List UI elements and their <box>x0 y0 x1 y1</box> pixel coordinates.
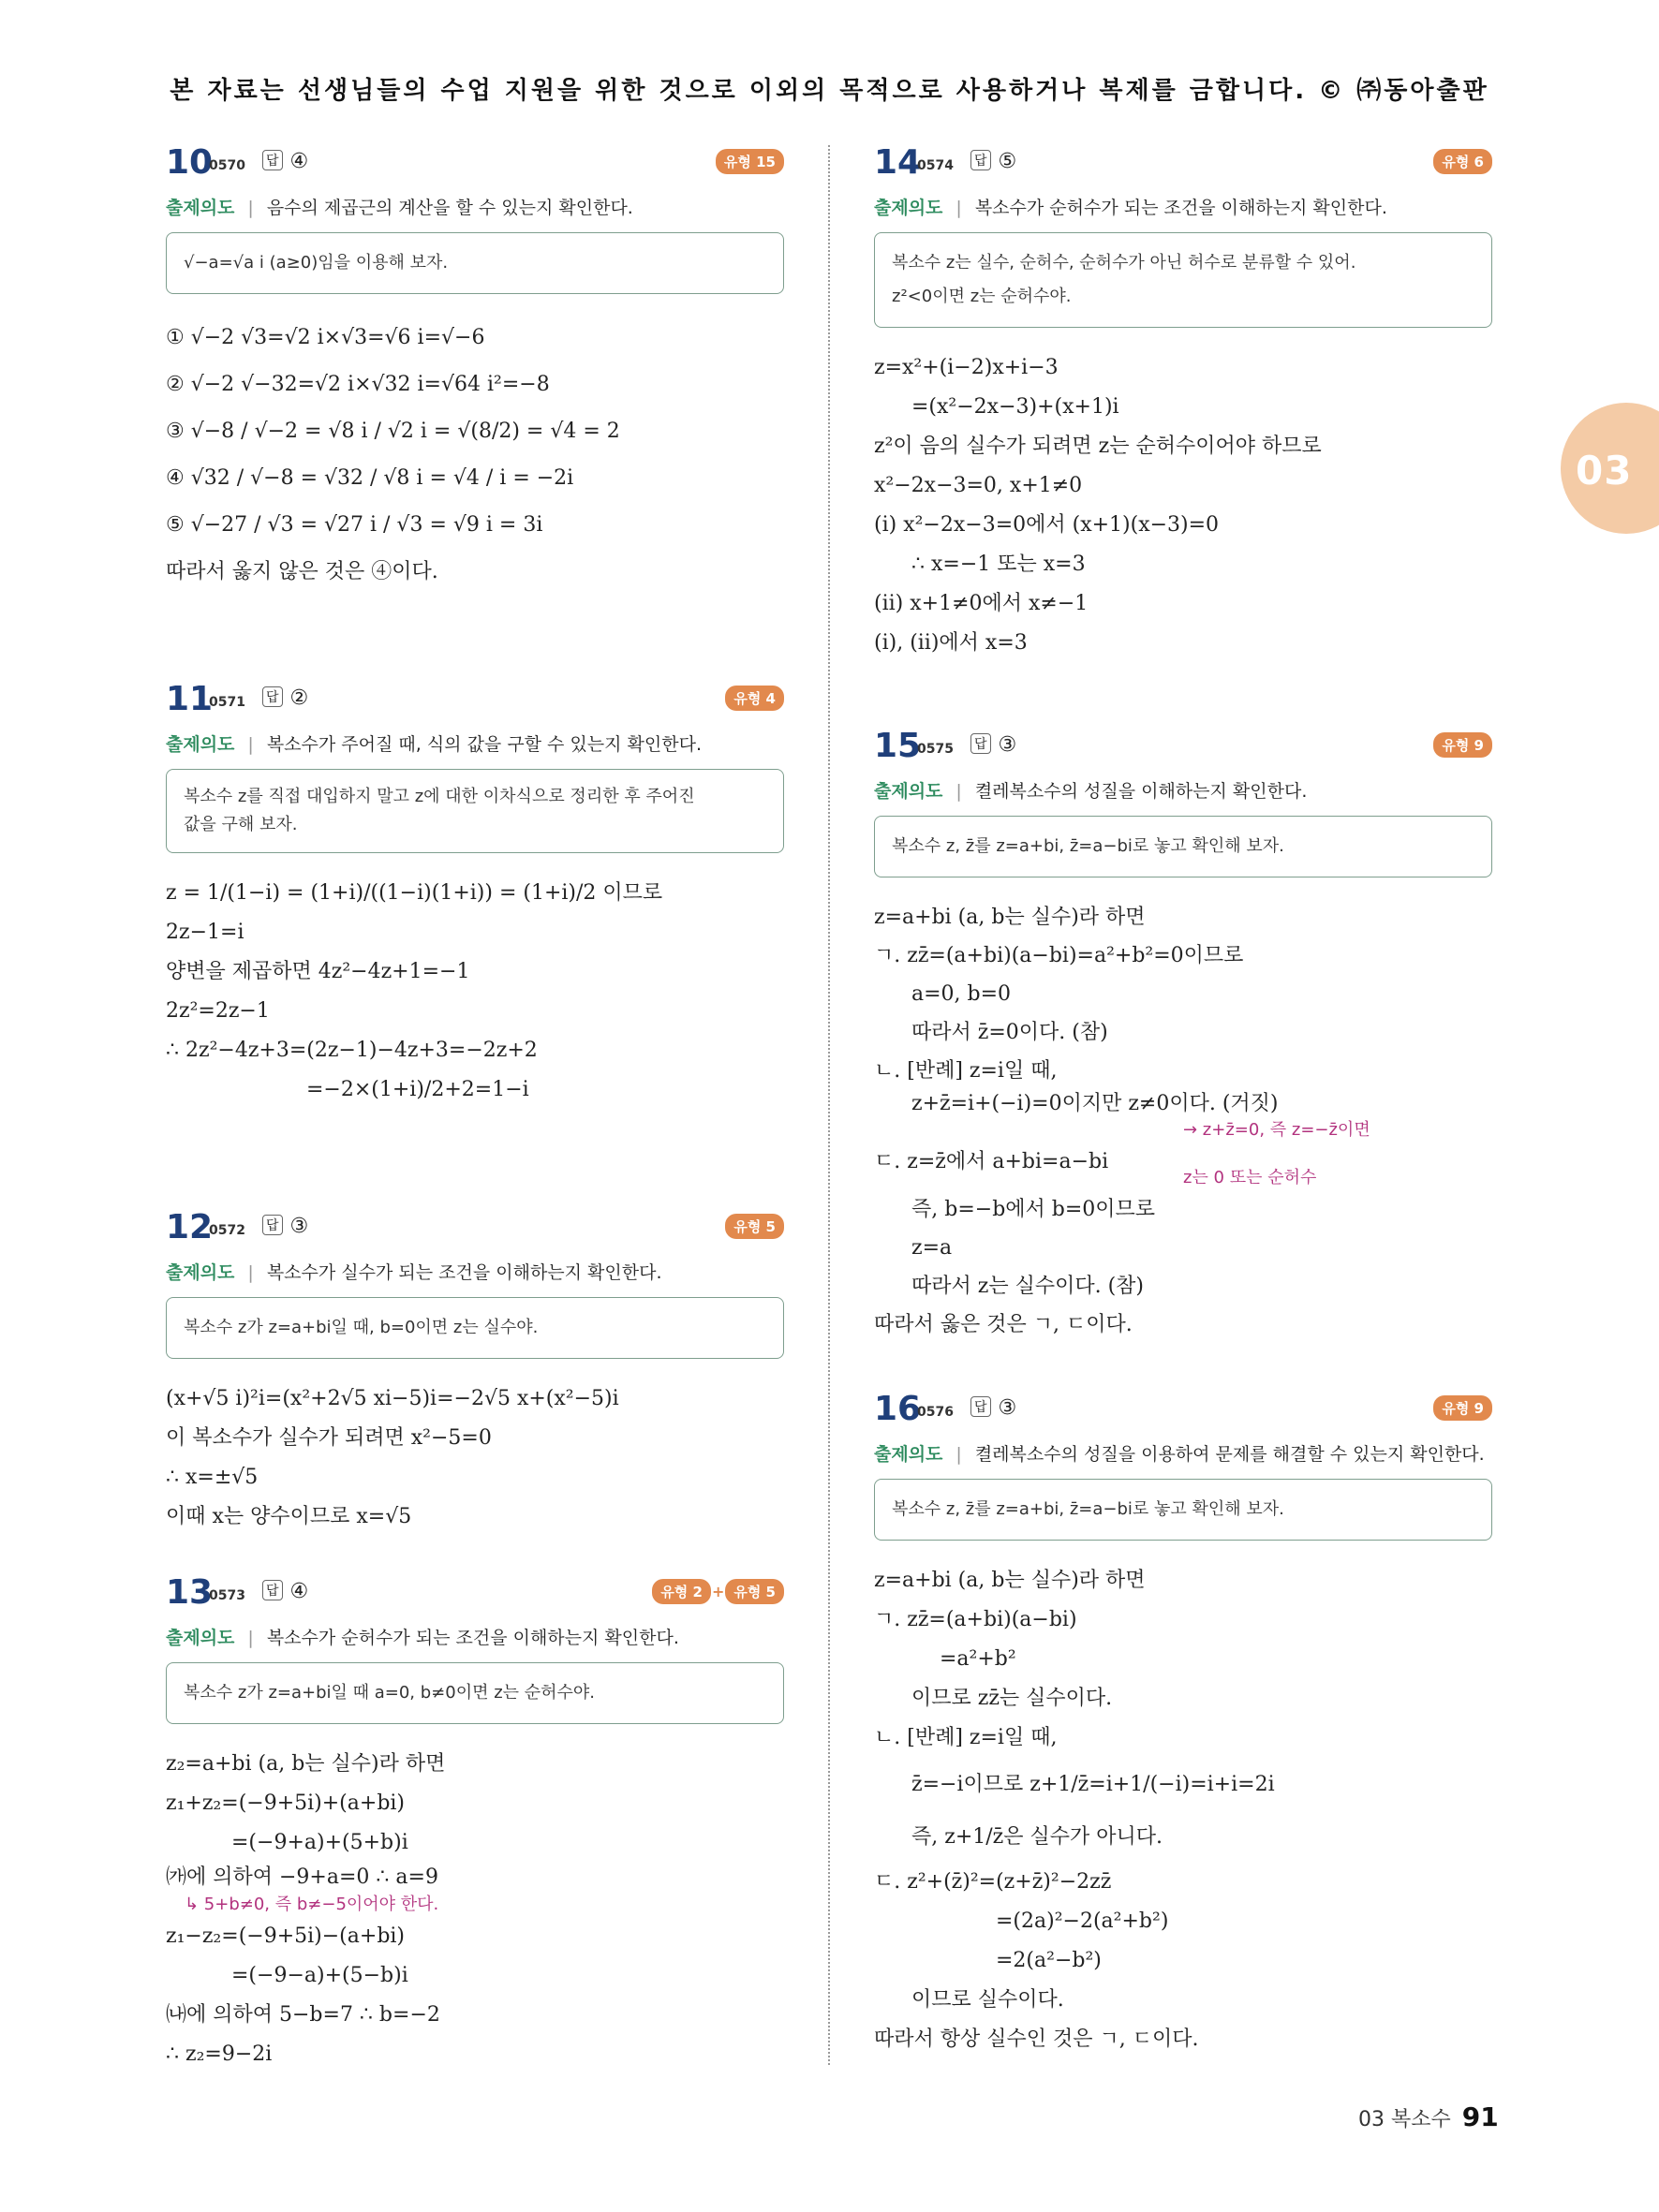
solution-line: ㄷ. z=z̄에서 a+bi=a−bi <box>874 1150 1109 1173</box>
solution-line: (ⅰ) x²−2x−3=0에서 (x+1)(x−3)=0 <box>874 513 1220 537</box>
solution-line: z=a+bi (a, b는 실수)라 하면 <box>874 1569 1146 1592</box>
intent-text: 복소수가 순허수가 되는 조건을 이해하는지 확인한다. <box>266 1628 679 1648</box>
annotation-note: ↳ 5+b≠0, 즉 b≠−5이어야 한다. <box>185 1895 439 1914</box>
solution-line: z+z̄=i+(−i)=0이지만 z≠0이다. (거짓) <box>911 1092 1279 1115</box>
problem-number: 14 <box>874 143 922 182</box>
hint-line: z²<0이면 z는 순허수야. <box>892 287 1072 306</box>
problem-11 <box>166 680 784 1110</box>
copyright-banner: 본 자료는 선생님들의 수업 지원을 위한 것으로 이외의 목적으로 사용하거나 복제를 금합니다. © ㈜동아출판 <box>170 77 1489 105</box>
solution-line: ① √−2 √3=√2 i×√3=√6 i=√−6 <box>166 326 485 349</box>
solution-line: a=0, b=0 <box>911 982 1012 1006</box>
problem-15 <box>874 727 1492 1344</box>
problem-code: 0576 <box>917 1405 954 1420</box>
hint-line: 복소수 z를 직접 대입하지 말고 z에 대한 이차식으로 정리한 후 주어진 <box>184 787 695 806</box>
annotation-note: → z+z̄=0, 즉 z=−z̄이면 <box>1183 1120 1370 1140</box>
problem-code: 0574 <box>917 158 954 173</box>
problem-16 <box>874 1390 1492 2059</box>
solution-line: (ⅱ) x+1≠0에서 x≠−1 <box>874 592 1089 615</box>
intent-line: 출제의도 | 복소수가 주어질 때, 식의 값을 구할 수 있는지 확인한다. <box>166 734 703 755</box>
solution-line: 양변을 제곱하면 4z²−4z+1=−1 <box>166 960 470 983</box>
solution-line: ∴ z₂=9−2i <box>166 2042 273 2066</box>
solution-line: 이 복소수가 실수가 되려면 x²−5=0 <box>166 1426 492 1450</box>
hint-box <box>874 1479 1492 1541</box>
page-number: 91 <box>1461 2101 1499 2132</box>
chapter-tab-label: 03 <box>1576 448 1633 494</box>
solution-line: z=a <box>911 1236 953 1260</box>
answer <box>970 1396 1016 1420</box>
solution-line: 따라서 z는 실수이다. (참) <box>911 1275 1144 1298</box>
intent-line: 출제의도 | 복소수가 순허수가 되는 조건을 이해하는지 확인한다. <box>166 1628 679 1648</box>
answer-mark: 답 <box>970 733 991 754</box>
solution-line: ㈏에 의하여 5−b=7 ∴ b=−2 <box>166 2003 440 2027</box>
solution-line: ⑤ √−27 / √3 = √27 i / √3 = √9 i = 3i <box>166 513 543 537</box>
solution-line: ② √−2 √−32=√2 i×√32 i=√64 i²=−8 <box>166 373 550 396</box>
problem-code: 0570 <box>209 158 245 173</box>
solution-line: ㄱ. zz̄=(a+bi)(a−bi)=a²+b²=0이므로 <box>874 944 1244 967</box>
problem-code: 0571 <box>209 695 245 710</box>
problem-number: 11 <box>166 680 214 718</box>
footer-section: 03 복소수 <box>1358 2108 1451 2131</box>
solution-line: z₂=a+bi (a, b는 실수)라 하면 <box>166 1752 446 1776</box>
solution-line: z = 1/(1−i) = (1+i)/((1−i)(1+i)) = (1+i)/2 이므로 <box>166 881 663 905</box>
answer-value: ④ <box>289 150 309 173</box>
intent-label: 출제의도 <box>166 1262 235 1283</box>
solution <box>874 348 1492 663</box>
solution-line: ㄱ. zz̄=(a+bi)(a−bi) <box>874 1608 1077 1631</box>
solution <box>166 315 784 596</box>
hint-box <box>166 1297 784 1359</box>
type-tag: 유형 4 <box>725 686 784 711</box>
solution-line: =(x²−2x−3)+(x+1)i <box>911 395 1119 419</box>
intent-line: 출제의도 | 음수의 제곱근의 계산을 할 수 있는지 확인한다. <box>166 198 633 218</box>
intent-text: 음수의 제곱근의 계산을 할 수 있는지 확인한다. <box>266 198 633 218</box>
hint-box <box>166 769 784 853</box>
answer-value: ③ <box>998 1396 1017 1420</box>
type-tag: 유형 6 <box>1433 149 1492 174</box>
solution <box>166 1379 784 1537</box>
answer <box>262 1215 308 1238</box>
solution-line: 따라서 옳은 것은 ㄱ, ㄷ이다. <box>874 1313 1133 1336</box>
solution-line: z²이 음의 실수가 되려면 z는 순허수이어야 하므로 <box>874 435 1322 458</box>
solution-line: z̄=−i이므로 z+1/z̄=i+1/(−i)=i+i=2i <box>911 1773 1275 1796</box>
page-footer <box>1358 2101 1499 2132</box>
answer-value: ③ <box>289 1215 309 1238</box>
intent-line: 출제의도 | 복소수가 순허수가 되는 조건을 이해하는지 확인한다. <box>874 198 1387 218</box>
problem-number: 16 <box>874 1390 922 1428</box>
intent-label: 출제의도 <box>166 1628 235 1648</box>
type-tag: 유형 2 <box>652 1579 711 1604</box>
solution-line: ㄴ. [반례] z=i일 때, <box>874 1726 1058 1749</box>
hint-box <box>166 232 784 294</box>
answer-mark: 답 <box>970 1396 991 1417</box>
hint-line: 복소수 z, z̄를 z=a+bi, z̄=a−bi로 놓고 확인해 보자. <box>892 836 1284 856</box>
solution-line: 따라서 z̄=0이다. (참) <box>911 1021 1108 1044</box>
problem-number: 15 <box>874 727 922 765</box>
intent-label: 출제의도 <box>874 198 943 218</box>
solution-line: 즉, b=−b에서 b=0이므로 <box>911 1198 1156 1221</box>
solution-line: 따라서 항상 실수인 것은 ㄱ, ㄷ이다. <box>874 2028 1199 2051</box>
solution-line: ④ √32 / √−8 = √32 / √8 i = √4 / i = −2i <box>166 466 574 490</box>
type-tag: 유형 9 <box>1433 732 1492 758</box>
problem-13: 13 0573 답 ④ 유형 2 + 유형 5 출제의도 | 복소수가 순허수가 되는 조건을 이해하는지 확인한다. 복소수 z가 z=a+bi일 때 a=0, b≠0이면 z는 순허수야. z₂=a+bi (a, b는 실수)라 하면 z₁+z₂=(−9+5i)+(a+bi) =(−9+a)+(5+b)i ㈎에 의하여 −9+a=0 ∴ a=9 ↳ 5+b≠0, 즉 b≠−5이어야 한다. z₁−z₂=(−9+5i)−(a+bi) =(−9−a)+(5−b)i ㈏에 의하여 5−b=7 ∴ b=−2 ∴ z₂=9−2i <box>166 1573 784 2074</box>
annotation-note: z는 0 또는 순허수 <box>1183 1168 1317 1187</box>
intent-label: 출제의도 <box>166 734 235 755</box>
problem-code: 0573 <box>209 1588 245 1603</box>
column-divider <box>828 145 830 2065</box>
hint-line: 복소수 z는 실수, 순허수, 순허수가 아닌 허수로 분류할 수 있어. <box>892 253 1356 273</box>
problem-number: 13 <box>166 1573 214 1612</box>
problem-10 <box>166 143 784 596</box>
solution <box>166 1745 784 2074</box>
solution-line: ㄴ. [반례] z=i일 때, <box>874 1059 1058 1083</box>
solution-line: ∴ x=−1 또는 x=3 <box>911 553 1086 576</box>
intent-label: 출제의도 <box>166 198 235 218</box>
problem-code: 0572 <box>209 1223 245 1238</box>
solution-line: 이므로 실수이다. <box>911 1988 1064 2012</box>
solution-line: =2(a²−b²) <box>996 1949 1102 1972</box>
hint-line: 복소수 z, z̄를 z=a+bi, z̄=a−bi로 놓고 확인해 보자. <box>892 1499 1284 1519</box>
hint-line: √−a=√a i (a≥0)임을 이용해 보자. <box>184 253 449 273</box>
answer-mark: 답 <box>262 1215 283 1235</box>
intent-label: 출제의도 <box>874 781 943 802</box>
solution <box>166 874 784 1110</box>
solution-line: (x+√5 i)²i=(x²+2√5 xi−5)i=−2√5 x+(x²−5)i <box>166 1387 619 1410</box>
solution-line: ∴ x=±√5 <box>166 1466 259 1489</box>
intent-line: 출제의도 | 복소수가 실수가 되는 조건을 이해하는지 확인한다. <box>166 1262 662 1283</box>
solution-line: =(−9−a)+(5−b)i <box>231 1964 408 1987</box>
solution <box>874 1561 1492 2059</box>
answer-value: ② <box>289 686 309 710</box>
answer-value: ③ <box>998 733 1017 757</box>
solution-line: ㈎에 의하여 −9+a=0 ∴ a=9 <box>166 1865 438 1889</box>
answer-mark: 답 <box>262 1580 283 1600</box>
solution-line: z=a+bi (a, b는 실수)라 하면 <box>874 906 1146 929</box>
hint-line: 값을 구해 보자. <box>184 815 298 834</box>
problem-number: 12 <box>166 1208 214 1246</box>
solution-line: 즉, z+1/z̄은 실수가 아니다. <box>911 1825 1163 1849</box>
type-tag: 유형 9 <box>1433 1395 1492 1421</box>
intent-line: 출제의도 | 켤레복소수의 성질을 이해하는지 확인한다. <box>874 781 1308 802</box>
intent-line: 출제의도 | 켤레복소수의 성질을 이용하여 문제를 해결할 수 있는지 확인한다. <box>874 1444 1485 1465</box>
answer <box>262 150 308 173</box>
type-tag: 유형 5 <box>725 1579 784 1604</box>
intent-text: 켤레복소수의 성질을 이용하여 문제를 해결할 수 있는지 확인한다. <box>974 1444 1485 1465</box>
answer-mark: 답 <box>262 686 283 707</box>
solution-line: =a²+b² <box>940 1647 1016 1671</box>
intent-text: 복소수가 순허수가 되는 조건을 이해하는지 확인한다. <box>974 198 1387 218</box>
solution <box>874 898 1492 1344</box>
solution-line: =(2a)²−2(a²+b²) <box>996 1910 1169 1933</box>
hint-box <box>874 816 1492 877</box>
solution-line: z₁−z₂=(−9+5i)−(a+bi) <box>166 1924 406 1948</box>
solution-line: 2z−1=i <box>166 921 244 944</box>
intent-text: 복소수가 주어질 때, 식의 값을 구할 수 있는지 확인한다. <box>266 734 703 755</box>
type-tag: 유형 5 <box>725 1214 784 1239</box>
hint-line: 복소수 z가 z=a+bi일 때, b=0이면 z는 실수야. <box>184 1318 539 1337</box>
hint-box <box>166 1662 784 1724</box>
solution-line: 이때 x는 양수이므로 x=√5 <box>166 1505 412 1528</box>
solution-line: 따라서 옳지 않은 것은 ④이다. <box>166 560 438 583</box>
problem-code: 0575 <box>917 742 954 757</box>
solution-line: 이므로 zz̄는 실수이다. <box>911 1687 1113 1710</box>
problem-14 <box>874 143 1492 663</box>
answer <box>262 1580 308 1603</box>
answer-mark: 답 <box>970 150 991 170</box>
intent-text: 켤레복소수의 성질을 이해하는지 확인한다. <box>974 781 1308 802</box>
solution-line: =(−9+a)+(5+b)i <box>231 1831 408 1854</box>
answer <box>970 733 1016 757</box>
answer-value: ④ <box>289 1580 309 1603</box>
type-tag: 유형 15 <box>716 149 784 174</box>
solution-line: (ⅰ), (ⅱ)에서 x=3 <box>874 631 1028 655</box>
hint-line: 복소수 z가 z=a+bi일 때 a=0, b≠0이면 z는 순허수야. <box>184 1683 596 1703</box>
solution-line: z₁+z₂=(−9+5i)+(a+bi) <box>166 1792 406 1815</box>
solution-line: ㄷ. z²+(z̄)²=(z+z̄)²−2zz̄ <box>874 1870 1112 1894</box>
intent-label: 출제의도 <box>874 1444 943 1465</box>
answer-value: ⑤ <box>998 150 1017 173</box>
problem-12 <box>166 1208 784 1537</box>
solution-line: z=x²+(i−2)x+i−3 <box>874 356 1059 379</box>
answer <box>970 150 1016 173</box>
answer <box>262 686 308 710</box>
solution-line: ③ √−8 / √−2 = √8 i / √2 i = √(8/2) = √4 = 2 <box>166 420 620 443</box>
hint-box <box>874 232 1492 328</box>
answer-mark: 답 <box>262 150 283 170</box>
problem-number: 10 <box>166 143 214 182</box>
intent-text: 복소수가 실수가 되는 조건을 이해하는지 확인한다. <box>266 1262 662 1283</box>
solution-line: 2z²=2z−1 <box>166 999 270 1023</box>
solution-line: ∴ 2z²−4z+3=(2z−1)−4z+3=−2z+2 <box>166 1039 538 1062</box>
solution-line: =−2×(1+i)/2+2=1−i <box>306 1078 529 1101</box>
solution-line: x²−2x−3=0, x+1≠0 <box>874 474 1083 497</box>
